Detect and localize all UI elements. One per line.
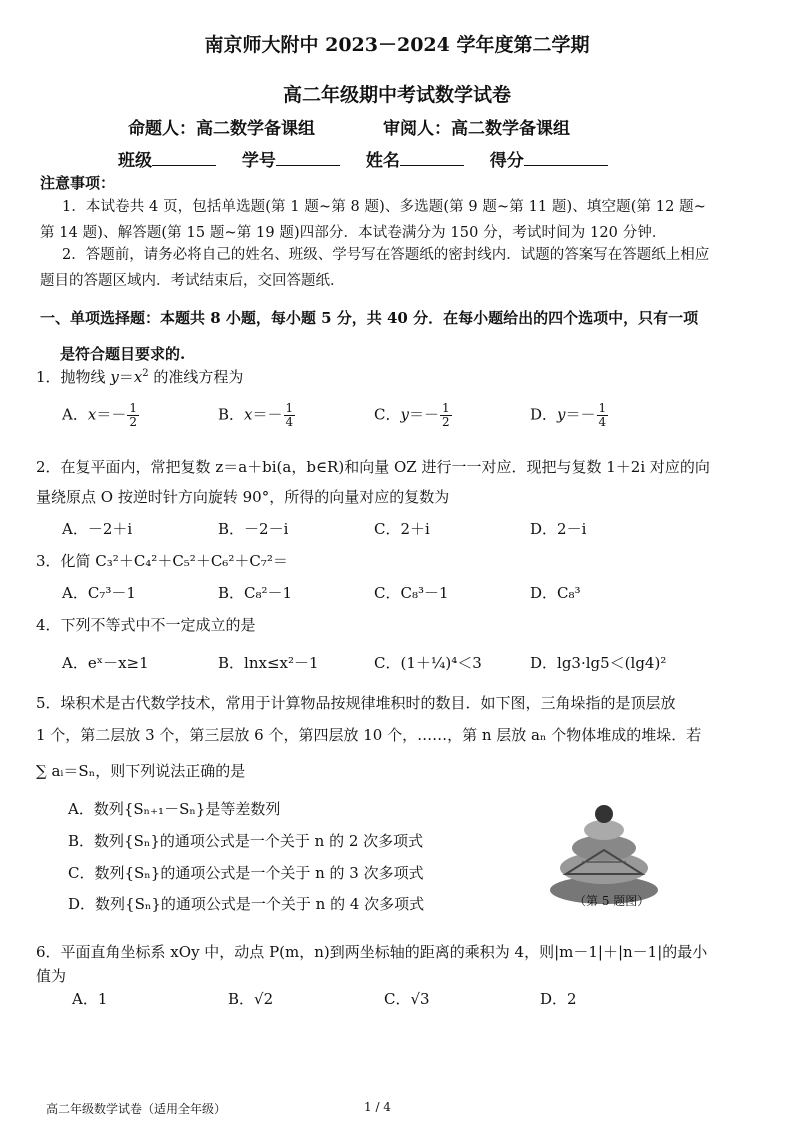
notice-heading: 注意事项：	[40, 174, 116, 192]
field-name: 姓名	[366, 146, 464, 171]
q5-option-a: A．数列{Sₙ₊₁－Sₙ}是等差数列	[68, 800, 281, 818]
q6-option-d: D．2	[540, 990, 577, 1008]
q5-option-b: B．数列{Sₙ}的通项公式是一个关于 n 的 2 次多项式	[68, 832, 424, 850]
figure-caption: （第 5 题图）	[574, 894, 650, 908]
q3-option-b: B．C₈²－1	[218, 584, 293, 602]
question-1-options	[62, 402, 686, 429]
q1-option-b: B．x＝－ $\frac{1}{4}$	[218, 401, 294, 429]
q4-option-d: D．lg3·lg5＜(lg4)²	[530, 654, 667, 672]
q3-option-c: C．C₈³－1	[374, 584, 449, 602]
question-3-options	[62, 582, 686, 603]
q1-option-a: A．x＝－ $\frac{1}{2}$	[62, 401, 137, 429]
question-2-line-1: 2．在复平面内，常把复数 z＝a＋bi(a，b∈R)和向量 OZ 进行一一对应．现把与复数 1＋2i 对应的向	[36, 458, 710, 476]
q4-option-a: A．eˣ－x≥1	[62, 654, 149, 672]
q2-option-b: B．－2－i	[218, 520, 289, 538]
notice-item-1: 1．本试卷共 4 页，包括单选题(第 1 题~第 8 题)、多选题(第 9 题~第 11 题)、填空题(第 12 题~第 14 题)、解答题(第 15 题~第 19 题)四部分．本试卷满分为 150 分，考试时间为 120 分钟．	[40, 199, 706, 241]
field-class: 班级	[118, 146, 216, 171]
q4-option-c: C．(1＋¼)⁴＜3	[374, 654, 482, 672]
question-4-options	[62, 652, 700, 673]
question-6-stem: 6．平面直角坐标系 xOy 中，动点 P(m，n)到两坐标轴的距离的乘积为 4，则|m－1|＋|n－1|的最小值为	[36, 943, 708, 985]
question-4-stem: 4．下列不等式中不一定成立的是	[36, 616, 256, 634]
exam-subtitle: 高二年级期中考试数学试卷	[282, 84, 511, 106]
q6-option-b: B．√2	[228, 990, 274, 1008]
question-5-line-1: 5．垛积术是古代数学技术，常用于计算物品按规律堆积时的数目．如下图，三角垛指的是顶层放	[36, 694, 676, 712]
question-2-line-2: 量绕原点 O 按逆时针方向旋转 90°，所得的向量对应的复数为	[36, 488, 450, 506]
field-id: 学号	[242, 146, 340, 171]
q5-option-c: C．数列{Sₙ}的通项公式是一个关于 n 的 3 次多项式	[68, 864, 424, 882]
q2-option-c: C．2＋i	[374, 520, 430, 538]
exam-title: 南京师大附中 2023－2024 学年度第二学期	[204, 34, 590, 56]
student-fields	[118, 146, 628, 171]
question-5-line-3: ∑ aᵢ＝Sₙ，则下列说法正确的是	[36, 762, 246, 780]
q2-option-d: D．2－i	[530, 520, 587, 538]
q5-option-d: D．数列{Sₙ}的通项公式是一个关于 n 的 4 次多项式	[68, 895, 425, 913]
q6-option-a: A．1	[72, 990, 108, 1008]
reviewer: 审阅人：高二数学备课组	[383, 119, 570, 139]
q1-option-d: D．y＝－ $\frac{1}{4}$	[530, 401, 607, 429]
author: 命题人：高二数学备课组	[128, 119, 315, 139]
section-1-heading: 一、单项选择题：本题共 8 小题，每小题 5 分，共 40 分．在每小题给出的四个选项中，只有一项 是符合题目要求的.	[40, 309, 699, 363]
q6-option-c: C．√3	[384, 990, 430, 1008]
question-2-options	[62, 518, 686, 539]
field-score: 得分	[490, 146, 608, 171]
q4-option-b: B．lnx≤x²－1	[218, 654, 319, 672]
question-5-line-2: 1 个，第二层放 3 个，第三层放 6 个，第四层放 10 个，……，第 n 层放 aₙ 个物体堆成的堆垛．若	[36, 726, 702, 744]
author-line	[128, 114, 570, 139]
question-6-options	[72, 988, 696, 1009]
q3-option-d: D．C₈³	[530, 584, 581, 602]
q2-option-a: A．－2＋i	[62, 520, 133, 538]
question-3-stem: 3．化简 C₃²＋C₄²＋C₅²＋C₆²＋C₇²＝	[36, 552, 288, 570]
question-1-stem: 1．抛物线 $y=x^2$ 的准线方程为	[36, 368, 244, 386]
notice-item-2: 2．答题前，请务必将自己的姓名、班级、学号写在答题纸的密封线内．试题的答案写在答题纸上相应题目的答题区域内．考试结束后，交回答题纸．	[40, 247, 710, 289]
q3-option-a: A．C₇³－1	[62, 584, 136, 602]
footer-label: 高二年级数学试卷（适用全年级）	[46, 1102, 227, 1116]
q1-option-c: C．y＝－ $\frac{1}{2}$	[374, 401, 450, 429]
page-number: 1 / 4	[364, 1100, 391, 1114]
